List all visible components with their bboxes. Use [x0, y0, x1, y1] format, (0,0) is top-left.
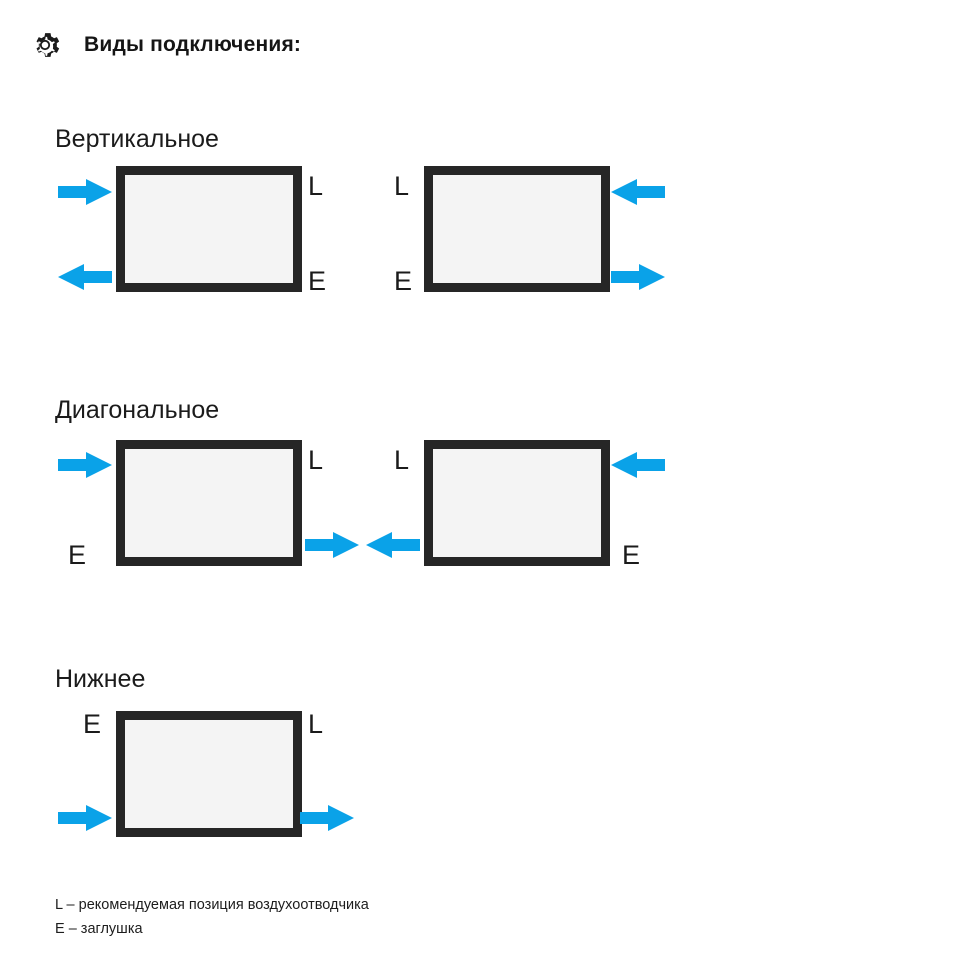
- arrow-left-diagonal-right-bottom: [366, 530, 420, 560]
- radiator-vertical-right: [424, 166, 610, 292]
- diagram-header: [28, 28, 301, 62]
- arrow-left-vertical-left-bottom: [58, 262, 112, 292]
- marker-vertical-right-bottom: E: [394, 266, 413, 296]
- marker-bottom-right: L: [308, 709, 324, 739]
- marker-vertical-right-top: L: [394, 171, 410, 201]
- radiator-diagonal-right: [424, 440, 610, 566]
- arrow-right-bottom-right: [300, 803, 354, 833]
- marker-diagonal-right-bottom: E: [622, 540, 641, 570]
- arrow-right-vertical-right-bottom: [611, 262, 665, 292]
- arrow-right-vertical-left-top: [58, 177, 112, 207]
- marker-diagonal-left-bottom: E: [68, 540, 87, 570]
- radiator-bottom: [116, 711, 302, 837]
- arrow-right-diagonal-left-bottom: [305, 530, 359, 560]
- marker-diagonal-left-top: L: [308, 445, 324, 475]
- gear-icon: [28, 28, 62, 62]
- marker-bottom-left: E: [83, 709, 102, 739]
- group-label-vertical: Вертикальное: [55, 125, 219, 153]
- legend-line-2: E – заглушка: [55, 921, 143, 938]
- page-title: Виды подключения:: [84, 33, 302, 56]
- radiator-diagonal-left: [116, 440, 302, 566]
- marker-diagonal-right-top: L: [394, 445, 410, 475]
- arrow-left-vertical-right-top: [611, 177, 665, 207]
- marker-vertical-left-bottom: E: [308, 266, 327, 296]
- group-label-bottom: Нижнее: [55, 665, 146, 693]
- group-label-diagonal: Диагональное: [55, 396, 220, 424]
- arrow-left-diagonal-right-top: [611, 450, 665, 480]
- radiator-vertical-left: [116, 166, 302, 292]
- marker-vertical-left-top: L: [308, 171, 324, 201]
- legend: [55, 894, 369, 942]
- legend-line-1: L – рекомендуемая позиция воздухоотводчика: [55, 897, 369, 914]
- arrow-right-diagonal-left-top: [58, 450, 112, 480]
- arrow-right-bottom-left: [58, 803, 112, 833]
